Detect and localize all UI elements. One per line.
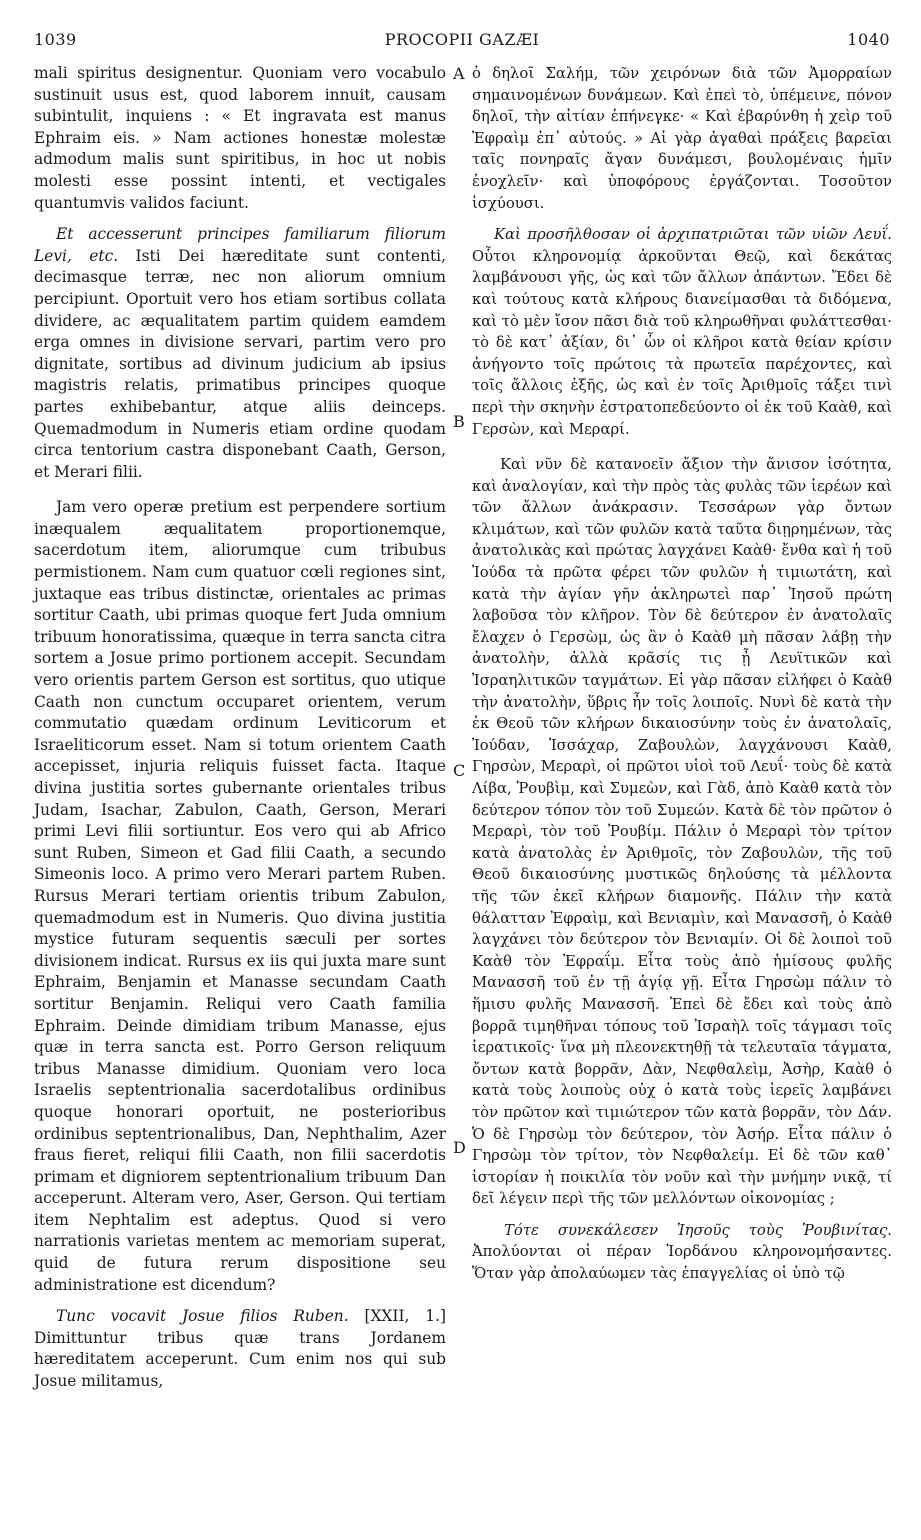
latin-lemma-4: Tunc vocavit Josue filios Ruben. (56, 1307, 349, 1326)
greek-paragraph-1: ὁ δηλοῖ Σαλήμ, τῶν χειρόνων διὰ τῶν Ἀμορραίων σημαινομένων δυνάμεων. Καὶ ἐπεὶ τὸ, ὑπέμεινε, πόνον δηλοῖ, τὴν αἰτίαν ἐπήνεγκε· « Καὶ ἐβαρύνθη ἡ χεὶρ τοῦ Ἐφραὶμ ἐπ᾽ αὐτούς. » Αἱ γὰρ ἀγαθαὶ πράξεις βαρεῖαι ταῖς πονηραῖς ἄγαν δυνάμεσι, βουλομέναις ἡμῖν ἐνοχλεῖν· καὶ ὑποφόρους ἐργάζονται. Τοσοῦτον ἰσχύουσι. (472, 65, 892, 212)
latin-paragraph-2 (34, 224, 446, 483)
greek-lemma-4: Τότε συνεκάλεσεν Ἰησοῦς τοὺς Ῥουβινίτας. (504, 1221, 892, 1239)
latin-text-2: Isti Dei hæreditate sunt contenti, decimasque terræ, nec non aliorum omnium percipiunt. Oportuit vero hos etiam sortibus collata dividere, ac æqualitatem partim quidem eamdem erga omnes in divisione servari, partim vero pro dignitate, sortibus ad divinum judicium ab ipsius magistris relatis, primatibus principes quoque partes exhibebantur, atque aliis deinceps. Quemadmodum in Numeris etiam ordine quodam circa tentorium castra disponebant Caath, Gerson, et Merari filii. (34, 246, 446, 481)
latin-paragraph-3: Jam vero operæ pretium est perpendere sortium inæqualem æqualitatem proportionemque, sacerdotum item, aliorumque cum tribubus permistionem. Nam cum quatuor cœli regiones sint, juxtaque eas tribus distinctæ, orientales ac primas sortitur Caath, ubi primas quoque fert Juda omnium tribuum honoratissima, quæque in terra sancta citra sortem a Josue primo portionem accepit. Secundam vero orientis partem Gerson est sortitus, quo utique Caath non cunctum occuparet orientem, verum commutatio quædam ordinum Leviticorum et Israeliticorum esset. Nam si totum orientem Caath accepisset, injuria reliquis fuisset facta. Itaque divina justitia sortes gubernante orientales tribus Judam, Isachar, Zabulon, Caath, Gerson, Merari primi Levi filii sortiuntur. Eos vero qui ab Africo sunt Ruben, Simeon et Gad filii Caath, a secundo Simeonis loco. A primo vero Merari partem Ruben. Rursus Merari tertiam orientis tribum Zabulon, quemadmodum est in Numeris. Quo divina justitia mystice futuram sequentis sæculi per sortes divisionem indicat. Rursus ex iis qui juxta mare sunt Ephraim, Benjamin et Manasse secundam Caath sortitur Benjamin. Reliqui vero Caath familia Ephraim. Deinde dimidiam tribum Manasse, ejus quæ in terra sancta est. Porro Gerson reliquum tribus Manasse dimidium. Quoniam vero loca Israelis septentrionalia sacerdotalibus ordinibus quoque honorari oportuit, ne posterioribus ordinibus septentrionalibus, Dan, Nephthalim, Azer fraus fieret, reliqui filii Caath, non filii sacerdotis primam et digniorem septentrionalium tribuum Dan acceperunt. Alteram vero, Aser, Gerson. Qui tertiam item Nephtalim est adeptus. Quod si vero narrationis varietas mentem ac memoriam superat, quid de futura rerum dispositione seu administratione est dicendum? (34, 498, 446, 1294)
section-marker-b: B (453, 412, 465, 431)
greek-column (472, 63, 892, 1285)
greek-paragraph-2 (472, 224, 892, 440)
page-header (34, 30, 890, 54)
running-title: PROCOPII GAZÆI (384, 30, 540, 49)
left-page-number: 1039 (34, 30, 77, 49)
greek-paragraph-3: Καὶ νῦν δὲ κατανοεῖν ἄξιον τὴν ἄνισον ἰσότητα, καὶ ἀναλογίαν, καὶ τὴν πρὸς τὰς φυλὰς τῶν ἱερέων καὶ τῶν ἄλλων ἀνάκρασιν. Τεσσάρων γὰρ ὄντων κλιμάτων, καὶ τῶν φυλῶν κατὰ ταῦτα διῃρημένων, τὰς ἀνατολικὰς καὶ πρώτας λαγχάνει Καὰθ· ἔνθα καὶ ἡ τοῦ Ἰούδα τὰ πρῶτα φέρει τῶν φυλῶν ἡ τιμιωτάτη, καὶ κατὰ τὴν ἁγίαν γῆν ἀκληρωτεὶ παρ᾽ Ἰησοῦ πρώτη λαβοῦσα τὸν κλῆρον. Τὸν δὲ δεύτερον ἐν ἀνατολαῖς ἔλαχεν ὁ Γερσὼμ, ὡς ἂν ὁ Καὰθ μὴ πᾶσαν λάβῃ τὴν ἀνατολὴν, ἀλλὰ κρᾶσίς τις ᾖ Λευϊτικῶν καὶ Ἰσραηλιτικῶν ταγμάτων. Εἰ γὰρ πᾶσαν εἰλήφει ὁ Καὰθ τὴν ἀνατολὴν, ὕβρις ἦν τοῖς λοιποῖς. Νυνὶ δὲ κατὰ τὴν ἐκ Θεοῦ τῶν κλήρων δικαιοσύνην τοὺς ἐν ἀνατολαῖς, Ἰούδαν, Ἰσσάχαρ, Ζαβουλὼν, λαγχάνουσι Καὰθ, Γηρσὼν, Μεραρὶ, οἱ πρῶτοι υἱοὶ τοῦ Λευΐ· τοὺς δὲ κατὰ Λίβα, Ῥουβὶμ, καὶ Συμεὼν, καὶ Γὰδ, ἀπὸ Καὰθ κατὰ τὸν δεύτερον τόπον τὸν τοῦ Συμεών. Κατὰ δὲ τὸν πρῶτον ὁ Μεραρὶ, τὸν τοῦ Ῥουβίμ. Πάλιν ὁ Μεραρὶ τὸν τρίτον κατὰ ἀνατολὰς ἐν Ἀριθμοῖς, τὸν Ζαβουλὼν, τῆς τοῦ Θεοῦ δικαιοσύνης μυστικῶς δηλούσης τὰ μέλλοντα τῆς τῶν ἐκεῖ κλήρων διαμονῆς. Πάλιν τὴν κατὰ θάλατταν Ἐφραὶμ, καὶ Βενιαμὶν, καὶ Μανασσῆ, ὁ Καὰθ λαγχάνει τὸν δεύτερον τὸν Βενιαμίν. Οἱ δὲ λοιποὶ τοῦ Καὰθ τὸν Ἐφραΐμ. Εἶτα τοὺς ἀπὸ ἡμίσους φυλῆς Μανασσῆ τοῦ ἐν τῇ ἁγίᾳ γῇ. Εἶτα Γηρσὼμ πάλιν τὸ ἥμισυ φυλῆς Μανασσῆ. Ἐπεὶ δὲ ἔδει καὶ τοὺς ἀπὸ βορρᾶ τιμηθῆναι τόπους τοῦ Ἰσραὴλ τοῖς τάγμασι τοῖς ἱερατικοῖς· ἵνα μὴ πλεονεκτηθῇ τὰ τελευταῖα τάγματα, ὄντων κατὰ βορρᾶν, Δὰν, Νεφθαλεὶμ, Ἀσὴρ, Καὰθ ὁ κατὰ τοὺς λοιποὺς οὐχ ὁ κατὰ τοὺς ἱερεῖς λαμβάνει τὸν πρῶτον καὶ τιμιώτερον τῶν κατὰ βορρᾶν, τὸν Δάν. Ὁ δὲ Γηρσὼμ τὸν δεύτερον, τὸν Ἀσήρ. Εἶτα πάλιν ὁ Γηρσὼμ τὸν τρίτον, τὸν Νεφθαλείμ. Εἰ δὲ τῶν καθ᾽ ἱστορίαν ἡ ποικιλία τὸν νοῦν καὶ τὴν μνήμην νικᾷ, τί δεῖ λέγειν περὶ τῆς τῶν μελλόντων οἰκονομίας ; (472, 456, 892, 1208)
section-marker-c: C (453, 761, 466, 780)
section-marker-d: D (453, 1138, 466, 1157)
right-page-number: 1040 (847, 30, 890, 49)
greek-lemma-2: Καὶ προσῆλθοσαν οἱ ἀρχιπατριῶται τῶν υἱῶν Λευΐ. (494, 226, 892, 244)
latin-paragraph-4 (34, 1306, 446, 1392)
latin-paragraph-1: mali spiritus designentur. Quoniam vero vocabulo sustinuit usus est, quod laborem innuit, causam subintulit, inquiens : « Et ingravata est manus Ephraim eis. » Nam actiones honestæ molestæ admodum malis sunt spiritibus, in hoc ut nobis molesti esse possint intenti, et vectigales quantumvis validos faciunt. (34, 64, 446, 212)
greek-text-2: Οὗτοι κληρονομίᾳ ἀρκοῦνται Θεῷ, καὶ δεκάτας λαμβάνουσι γῆς, ὡς καὶ τῶν ἄλλων ἁπάντων. Ἔδει δὲ καὶ τούτους κατὰ κλήρους διανείμασθαι τὰ διδόμενα, καὶ τὸ μὲν ἴσον πᾶσι διὰ τοῦ κληρωθῆναι φυλάττεσθαι· τὸ δὲ κατ᾽ ἀξίαν, δι᾽ ὧν οἱ κλῆροι κατὰ θείαν κρίσιν ἀνήγοντο τοῖς πρώτοις τὰ πρωτεῖα παρέχοντες, καὶ τοῖς ἄλλοις ἑξῆς, ὡς καὶ ἐν τοῖς Ἀριθμοῖς τάξει τινὶ περὶ τὴν σκηνὴν ἐστρατοπεδεύοντο οἱ ἐκ τοῦ Καὰθ, καὶ Γερσὼν, καὶ Μεραρί. (472, 247, 892, 438)
section-marker-a: A (453, 64, 465, 83)
latin-lemma-2: Et accesserunt principes familiarum filiorum Levi, etc. (34, 225, 446, 265)
greek-text-4: Ἀπολύονται οἱ πέραν Ἰορδάνου κληρονομήσαντες. Ὅταν γὰρ ἀπολαύωμεν τὰς ἐπαγγελίας οἱ ὑπὸ τῷ (472, 1243, 892, 1283)
latin-column (34, 63, 446, 1393)
latin-text-4: [XXII, 1.] Dimittuntur tribus quæ trans Jordanem hæreditatem acceperunt. Cum enim nos qui sub Josue militamus, (34, 1307, 446, 1391)
greek-paragraph-4 (472, 1220, 892, 1285)
